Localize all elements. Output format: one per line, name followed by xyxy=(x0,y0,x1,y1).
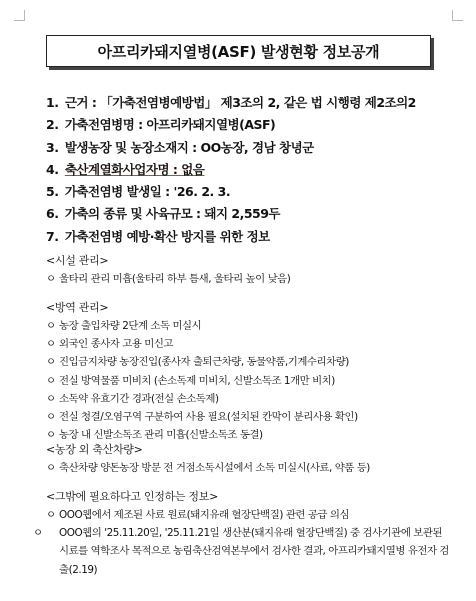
bullet-icon: ㅇ xyxy=(46,374,56,387)
bullet-text: 농장 출입차량 2단계 소독 미실시 xyxy=(59,320,202,332)
bullet-item xyxy=(46,506,466,524)
bullet-item xyxy=(46,372,466,390)
section-heading: <방역 관리> xyxy=(46,301,109,314)
section-heading: <시설 관리> xyxy=(46,254,109,267)
numbered-list xyxy=(46,92,446,248)
item-text: 가축전염병 발생일 : '26. 2. 3. xyxy=(64,184,231,200)
section-facility xyxy=(46,251,466,288)
bullet-icon: ㅇ xyxy=(46,411,56,424)
bullet-item xyxy=(46,353,466,371)
item-number: 6. xyxy=(46,206,59,222)
item-text: 가축전염병명 : 아프리카돼지열병(ASF) xyxy=(64,117,276,133)
section-biosecurity xyxy=(46,298,466,444)
page-corner-mark-left xyxy=(14,10,25,21)
item-text: 근거 : 「가축전염병예방법」 제3조의 2, 같은 법 시행령 제2조의2 xyxy=(64,95,416,110)
title-box xyxy=(46,35,431,67)
bullet-item xyxy=(46,270,466,288)
item-text: 축산계열화사업자명 : 없음 xyxy=(64,161,205,177)
section-heading: <그밖에 필요하다고 인정하는 정보> xyxy=(46,490,218,503)
list-item xyxy=(46,181,446,203)
bullet-icon: ㅇ xyxy=(46,356,56,369)
bullet-text: 농장 내 신발소독조 관리 미흡(신발소독조 동결) xyxy=(59,429,263,442)
item-number: 3. xyxy=(46,139,59,155)
item-text: 가축의 종류 및 사육규모 : 돼지 2,559두 xyxy=(64,206,280,222)
bullet-item xyxy=(33,524,451,579)
bullet-icon: ㅇ xyxy=(46,462,56,474)
bullet-icon: ㅇ xyxy=(33,527,43,540)
bullet-item xyxy=(46,335,466,353)
bullet-item xyxy=(46,317,466,335)
bullet-item xyxy=(46,390,466,408)
bullet-text: 울타리 관리 미흡(울타리 하부 틈새, 울타리 높이 낮음) xyxy=(59,273,291,285)
bullet-text: 전실 청결/오염구역 구분하여 사용 필요(설치된 칸막이 분리사용 확인) xyxy=(59,411,358,424)
item-number: 7. xyxy=(46,228,59,244)
bullet-icon: ㅇ xyxy=(46,429,56,442)
bullet-item xyxy=(46,459,466,477)
bullet-icon: ㅇ xyxy=(46,392,56,405)
bullet-text: 외국인 종사자 고용 미신고 xyxy=(59,338,174,351)
list-item xyxy=(46,114,446,136)
bullet-icon: ㅇ xyxy=(46,273,56,285)
bullet-text: 전실 방역물품 미비치 (손소독제 미비치, 신발소독조 1개만 비치) xyxy=(59,374,335,387)
bullet-text: OOO웹의 '25.11.20일, '25.11.21일 생산분(돼지유래 혈장단백질) 중 검사기관에 보관된 시료를 역학조사 목적으로 농림축산검역본부에서 검사한 결과, 아프리카돼지열병 유전자 검출(2.19) xyxy=(59,527,449,576)
list-item xyxy=(46,159,446,181)
bullet-text: 소독약 유효기간 경과(전실 손소독제) xyxy=(59,392,219,405)
list-item xyxy=(46,92,446,114)
page-corner-mark-right xyxy=(452,10,463,21)
bullet-icon: ㅇ xyxy=(46,509,56,521)
bullet-icon: ㅇ xyxy=(46,320,56,332)
section-other-info xyxy=(33,487,466,579)
section-heading: <농장 외 축산차량> xyxy=(46,443,143,456)
list-item xyxy=(46,203,446,225)
item-text: 발생농장 및 농장소재지 : OO농장, 경남 창녕군 xyxy=(64,139,314,155)
list-item xyxy=(46,137,446,159)
bullet-text: 진입금지차량 농장진입(종사자 출퇴근차량, 동물약품,기계수리차량) xyxy=(59,356,349,369)
bullet-text: 축산차량 양돈농장 방문 전 거점소독시설에서 소독 미실시(사료, 약품 등) xyxy=(59,462,370,474)
page-title: 아프리카돼지열병(ASF) 발생현황 정보공개 xyxy=(97,42,380,61)
bullet-item xyxy=(46,408,466,426)
list-item xyxy=(46,226,446,248)
item-number: 1. xyxy=(46,95,59,110)
bullet-text: OOO웹에서 제조된 사료 원료(돼지유래 혈장단백질) 관련 공급 의심 xyxy=(59,509,350,521)
item-number: 2. xyxy=(46,117,59,133)
item-number: 4. xyxy=(46,161,59,177)
item-number: 5. xyxy=(46,184,59,200)
section-vehicles xyxy=(46,440,466,477)
bullet-icon: ㅇ xyxy=(46,338,56,351)
item-text: 가축전염병 예방·확산 방지를 위한 정보 xyxy=(64,228,270,244)
